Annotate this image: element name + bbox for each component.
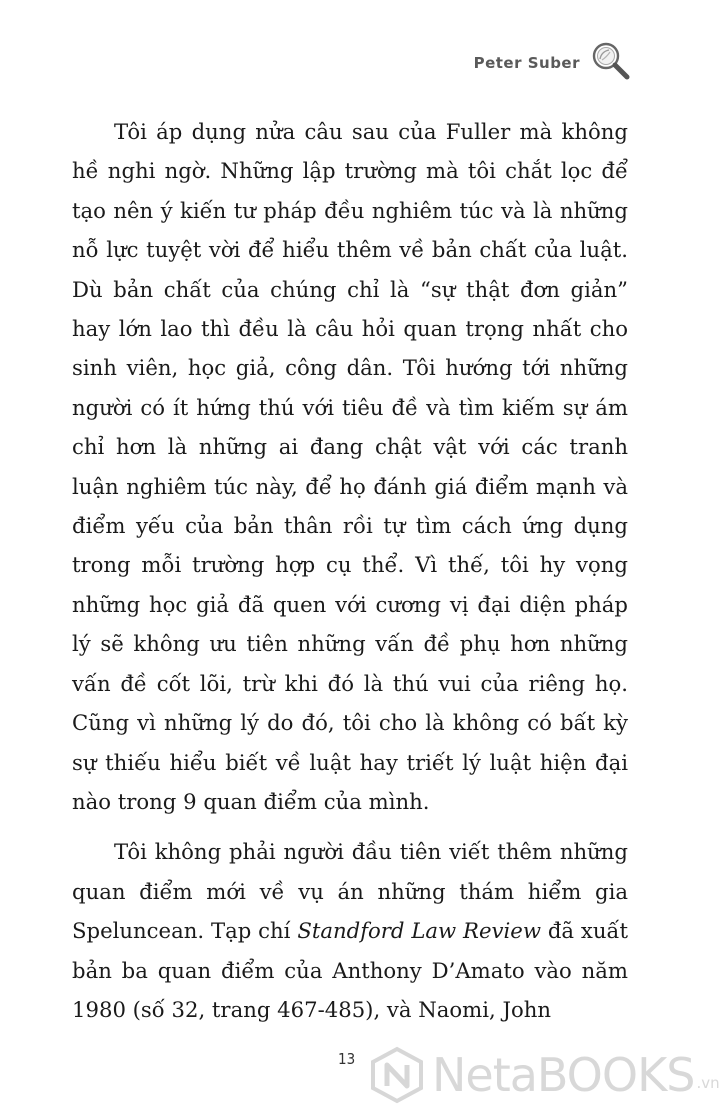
netabooks-logo-icon [368,1046,426,1104]
watermark-brand: NetaBOOKS [432,1048,695,1102]
paragraph [72,112,628,821]
paragraph-text: Tôi không phải người đầu tiên viết thêm những quan điểm mới về vụ án những thám hiểm gia Speluncean. Tạp chí [72,839,628,944]
magnifier-icon [590,40,632,82]
paragraph [72,832,628,1029]
paragraph-text: Tôi áp dụng nửa câu sau của Fuller mà không hề nghi ngờ. Những lập trường mà tôi chắt lọc để tạo nên ý kiến tư pháp đều nghiêm túc và là những nỗ lực tuyệt vời để hiểu thêm về bản chất của luật. Dù bản chất của chúng chỉ là “sự thật đơn giản” hay lớn lao thì đều là câu hỏi quan trọng nhất cho sinh viên, học giả, công dân. Tôi hướng tới những người có ít hứng thú với tiêu đề và tìm kiếm sự ám chỉ hơn là những ai đang chật vật với các tranh luận nghiêm túc này, để họ đánh giá điểm mạnh và điểm yếu của bản thân rồi tự tìm cách ứng dụng trong mỗi trường hợp cụ thể. Vì thế, tôi hy vọng những học giả đã quen với cương vị đại diện pháp lý sẽ không ưu tiên những vấn đề phụ hơn những vấn đề cốt lõi, trừ khi đó là thú vui của riêng họ. Cũng vì những lý do đó, tôi cho là không có bất kỳ sự thiếu hiểu biết về luật hay triết lý luật hiện đại nào trong 9 quan điểm của mình. [72,119,628,814]
page-number: 13 [338,1050,356,1068]
watermark-tld: .vn [696,1074,720,1092]
watermark [368,1042,720,1108]
running-header [474,40,632,82]
italic-title: Standford Law Review [297,918,541,944]
header-author: Peter Suber [473,54,580,72]
page-body [72,112,628,1029]
paragraph-text: đã xuất bản ba quan điểm của Anthony D’Amato vào năm 1980 (số 32, trang 467-485), và Naomi, John [72,918,628,1022]
